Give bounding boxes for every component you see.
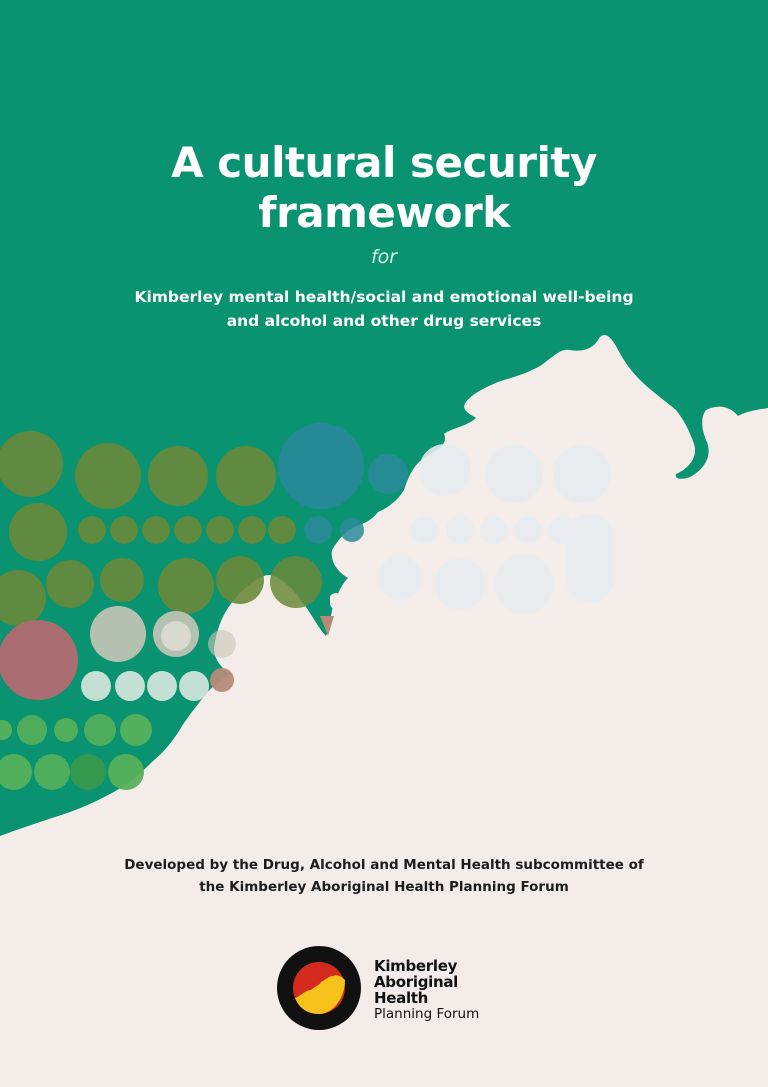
title-line-2: framework — [258, 188, 510, 237]
logo-text-line-3: Health — [374, 989, 429, 1007]
title-for-word: for — [370, 246, 398, 268]
kahpf-logo — [277, 946, 517, 1036]
logo-text-line-4: Planning Forum — [374, 1006, 480, 1022]
logo-text-line-1: Kimberley — [374, 957, 458, 975]
developed-by-line-2: the Kimberley Aboriginal Health Planning Forum — [199, 879, 569, 895]
logo-text-line-2: Aboriginal — [374, 973, 459, 991]
subtitle-line-2: and alcohol and other drug services — [226, 312, 542, 330]
title-line-1: A cultural security — [171, 138, 597, 187]
developed-by-line-1: Developed by the Drug, Alcohol and Mental Health subcommittee of — [124, 857, 644, 873]
kahpf-logo-icon — [277, 946, 361, 1030]
subtitle-line-1: Kimberley mental health/social and emotional well-being — [134, 288, 634, 306]
